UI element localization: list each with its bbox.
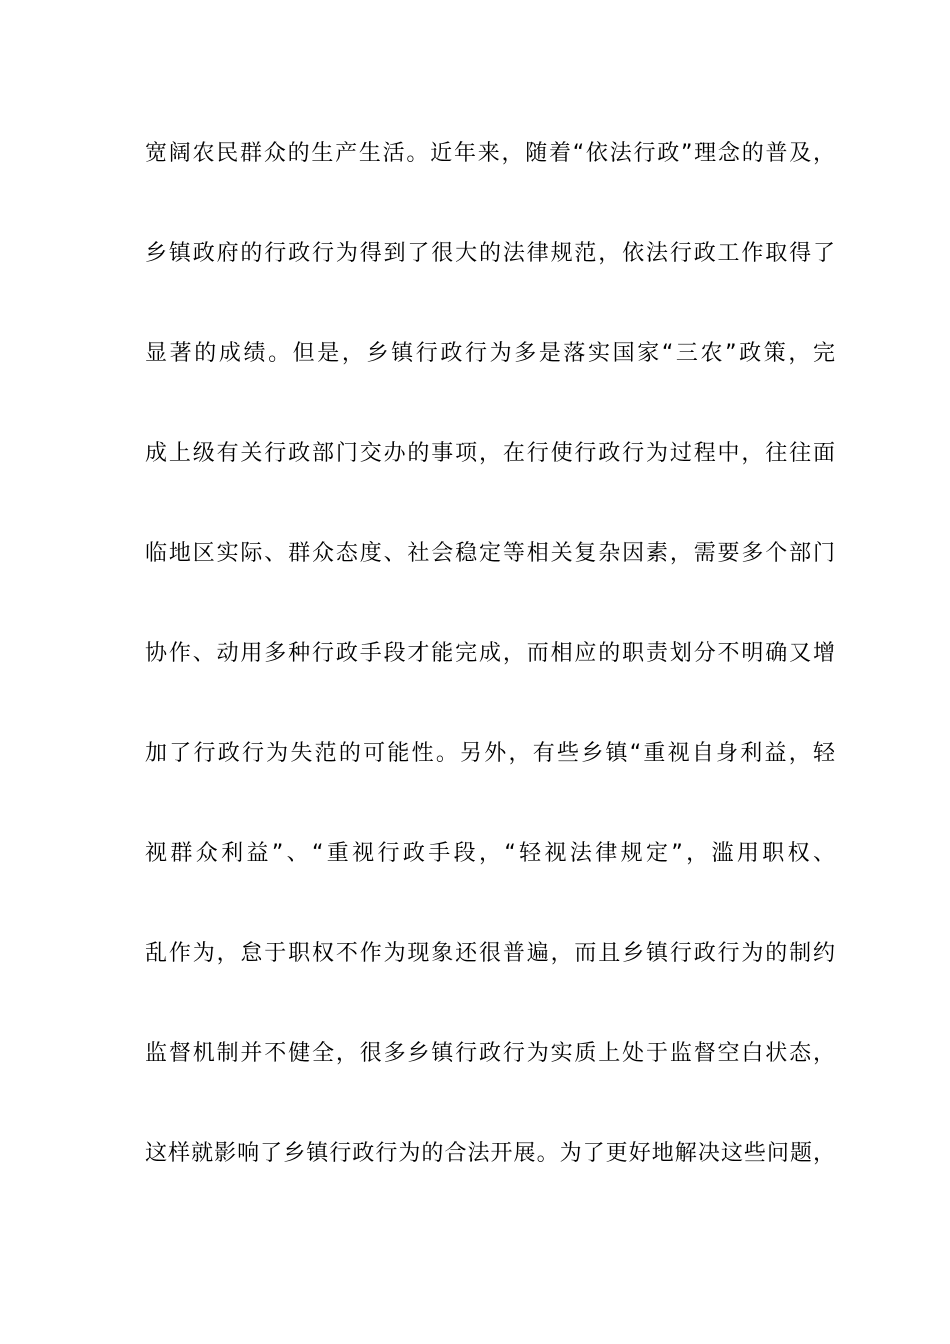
text-line-4: 成上级有关行政部门交办的事项，在行使行政行为过程中，往往面 — [145, 441, 835, 466]
text-line-9: 乱作为，怠于职权不作为现象还很普遍，而且乡镇行政行为的制约 — [145, 941, 835, 966]
text-line-1: 宽阔农民群众的生产生活。近年来，随着“依法行政”理念的普及， — [145, 141, 835, 166]
text-line-11: 这样就影响了乡镇行政行为的合法开展。为了更好地解决这些问题， — [145, 1141, 835, 1166]
text-line-10: 监督机制并不健全，很多乡镇行政行为实质上处于监督空白状态， — [145, 1041, 835, 1066]
text-line-5: 临地区实际、群众态度、社会稳定等相关复杂因素，需要多个部门 — [145, 541, 835, 566]
text-line-2: 乡镇政府的行政行为得到了很大的法律规范，依法行政工作取得了 — [145, 241, 835, 266]
text-line-6: 协作、动用多种行政手段才能完成，而相应的职责划分不明确又增 — [145, 641, 835, 666]
text-line-7: 加了行政行为失范的可能性。另外，有些乡镇“重视自身利益，轻 — [145, 741, 835, 766]
text-line-3: 显著的成绩。但是，乡镇行政行为多是落实国家“三农”政策，完 — [145, 341, 835, 366]
text-line-8: 视群众利益”、“重视行政手段，“轻视法律规定”，滥用职权、 — [145, 841, 835, 866]
document-body — [145, 136, 835, 1236]
